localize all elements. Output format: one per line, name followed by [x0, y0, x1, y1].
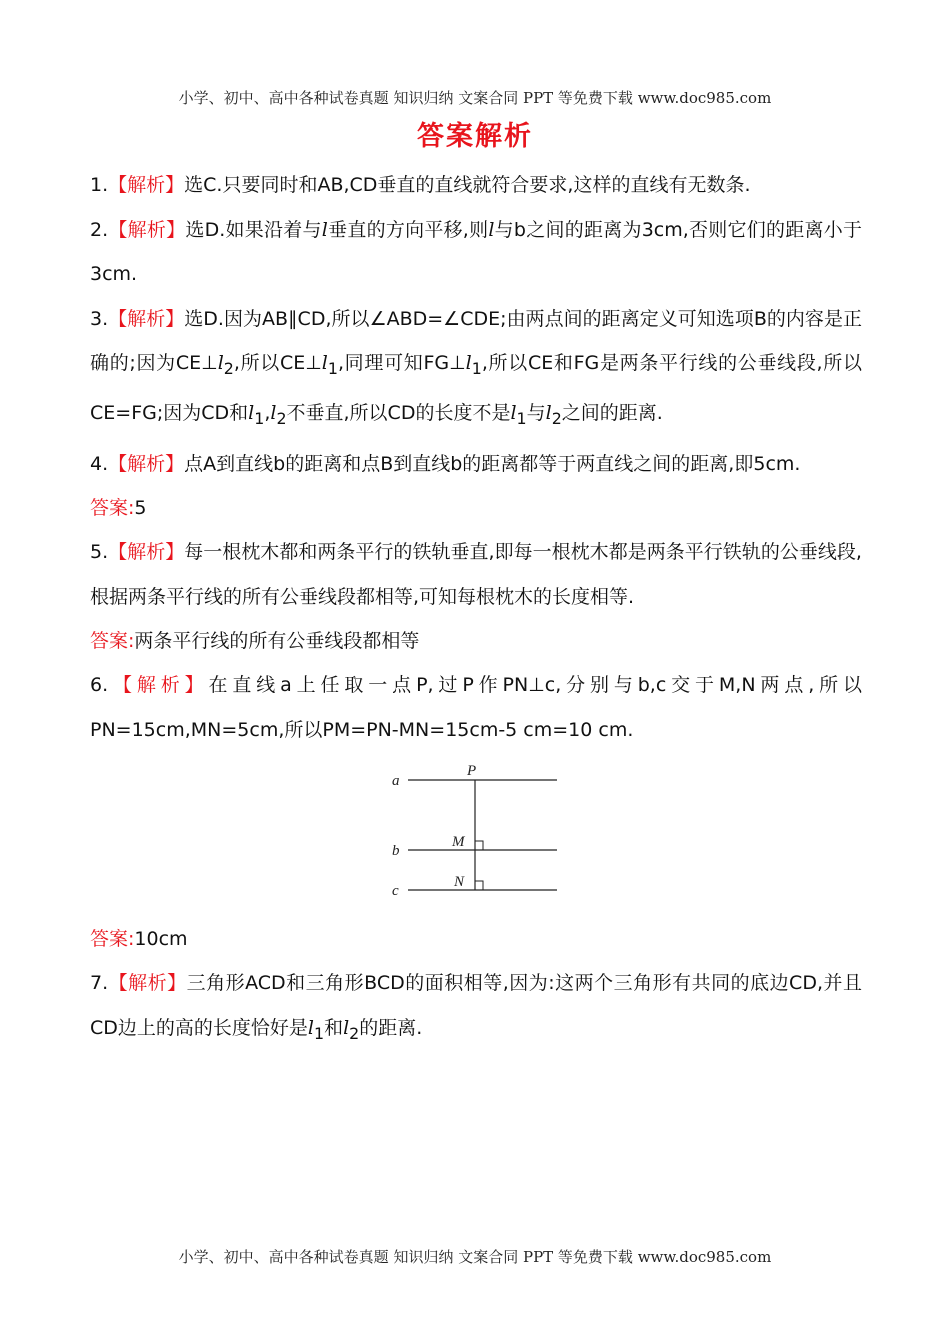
- q3-var-l2-c: l: [545, 402, 552, 425]
- q4-answer-value: 5: [134, 497, 147, 520]
- parallel-lines-diagram: [380, 760, 580, 910]
- q7-text-1: 三角形ACD和三角形BCD的面积相等,因为:这两个三角形有共同的底边CD,并且CD边上的高的长度恰好是: [90, 972, 862, 1039]
- label-m: M: [452, 834, 465, 851]
- q4-answer-label: 答案:: [90, 497, 135, 520]
- q1-explanation: [90, 163, 862, 208]
- q3-sub-1-b: 1: [471, 358, 482, 378]
- q6-answer-label: 答案:: [90, 928, 135, 951]
- q3-text-1: 选D.因为AB∥CD,所以∠ABD=∠CDE;由两点间的距离定义可知选项B的内容是正确的;因为CE⊥: [90, 307, 862, 374]
- q3-text-4: ,所以CE和FG是两条平行线的公垂线段,所以CE=FG;因为CD和: [90, 352, 862, 425]
- q7-text-2: 和: [324, 1016, 344, 1039]
- q7-explanation: [90, 961, 862, 1056]
- q3-var-l1-d: l: [510, 402, 517, 425]
- q1-number: 1.: [90, 174, 109, 196]
- q4-explanation: [90, 442, 862, 487]
- q3-explanation: [90, 297, 862, 442]
- q5-tag: 【解析】: [108, 541, 185, 564]
- q3-var-l1-c: l: [248, 402, 255, 425]
- q6-explanation: [90, 663, 862, 752]
- q5-answer-label: 答案:: [90, 630, 135, 653]
- q2-number: 2.: [90, 218, 109, 241]
- right-angle-n: [475, 881, 483, 890]
- q2-text-2: 垂直的方向平移,则: [327, 218, 489, 241]
- q7-sub-2: 2: [349, 1023, 360, 1043]
- q3-text-7: 与: [526, 402, 546, 425]
- page-title: 答案解析: [417, 121, 533, 152]
- q3-number: 3.: [90, 307, 109, 330]
- q3-sub-2-c: 2: [551, 409, 562, 429]
- label-p: P: [467, 763, 477, 780]
- q4-number: 4.: [90, 452, 109, 475]
- q7-var-l1: l: [307, 1016, 314, 1039]
- q5-text: 每一根枕木都和两条平行的铁轨垂直,即每一根枕木都是两条平行铁轨的公垂线段,根据两条平行线的所有公垂线段都相等,可知每根枕木的长度相等.: [90, 541, 862, 608]
- q5-number: 5.: [90, 541, 109, 564]
- q2-var-l: l: [321, 218, 328, 241]
- q4-text: 点A到直线b的距离和点B到直线b的距离都等于两直线之间的距离,即5cm.: [184, 452, 801, 475]
- q3-sub-2-b: 2: [276, 409, 287, 429]
- q3-sub-1-d: 1: [516, 409, 527, 429]
- q3-tag: 【解析】: [108, 307, 185, 330]
- parallel-lines-figure: [90, 752, 862, 917]
- q7-sub-1: 1: [313, 1023, 325, 1043]
- q7-number: 7.: [90, 972, 109, 995]
- q7-text-3: 的距离.: [359, 1016, 423, 1039]
- q1-tag: 【解析】: [108, 174, 185, 196]
- q5-explanation: [90, 530, 862, 619]
- q7-tag: 【解析】: [108, 972, 187, 995]
- q3-var-l1-b: l: [465, 352, 472, 374]
- q3-sub-1-c: 1: [254, 409, 265, 429]
- label-c: c: [392, 883, 399, 900]
- q5-answer-value: 两条平行线的所有公垂线段都相等: [134, 630, 420, 653]
- q3-sub-2: 2: [223, 358, 234, 378]
- q3-text-8: 之间的距离.: [561, 402, 663, 425]
- q2-explanation: [90, 208, 862, 297]
- q2-tag: 【解析】: [108, 218, 186, 241]
- q3-var-l1: l: [321, 352, 328, 374]
- q3-text-6: 不垂直,所以CD的长度不是: [286, 402, 511, 425]
- right-angle-m: [475, 841, 483, 850]
- q6-tag: 【解析】: [108, 674, 209, 697]
- q2-var-l-2: l: [488, 218, 495, 241]
- label-n: N: [454, 874, 465, 891]
- q7-var-l2: l: [343, 1016, 350, 1039]
- q6-answer: [90, 917, 862, 961]
- q6-number: 6.: [90, 674, 109, 697]
- page-footer: 小学、初中、高中各种试卷真题 知识归纳 文案合同 PPT 等免费下载 www.doc985.com: [178, 1248, 772, 1266]
- q2-text-1: 选D.如果沿着与: [185, 218, 322, 241]
- q3-text-2: ,所以CE⊥: [233, 352, 322, 374]
- q2-text-3: 与b之间的距离为3cm,否则它们的距离小于3cm.: [90, 218, 862, 285]
- q6-text: 在直线a上任取一点P,过P作PN⊥c,分别与b,c交于M,N两点,所以PN=15cm,MN=5cm,所以PM=PN-MN=15cm-5 cm=10 cm.: [90, 674, 862, 741]
- q3-var-l2: l: [217, 352, 224, 374]
- page-header: 小学、初中、高中各种试卷真题 知识归纳 文案合同 PPT 等免费下载 www.doc985.com: [178, 89, 772, 107]
- q5-answer: [90, 619, 862, 663]
- q3-text-3: ,同理可知FG⊥: [337, 352, 466, 374]
- q4-answer: [90, 486, 862, 530]
- label-a: a: [392, 773, 400, 790]
- q3-var-l2-b: l: [270, 402, 277, 425]
- q1-text: 选C.只要同时和AB,CD垂直的直线就符合要求,这样的直线有无数条.: [184, 174, 751, 196]
- label-b: b: [392, 843, 400, 860]
- q3-sub-1: 1: [327, 358, 338, 378]
- q4-tag: 【解析】: [108, 452, 185, 475]
- q6-answer-value: 10cm: [134, 928, 188, 951]
- answer-content: [90, 163, 862, 1056]
- q3-text-5: ,: [264, 402, 271, 425]
